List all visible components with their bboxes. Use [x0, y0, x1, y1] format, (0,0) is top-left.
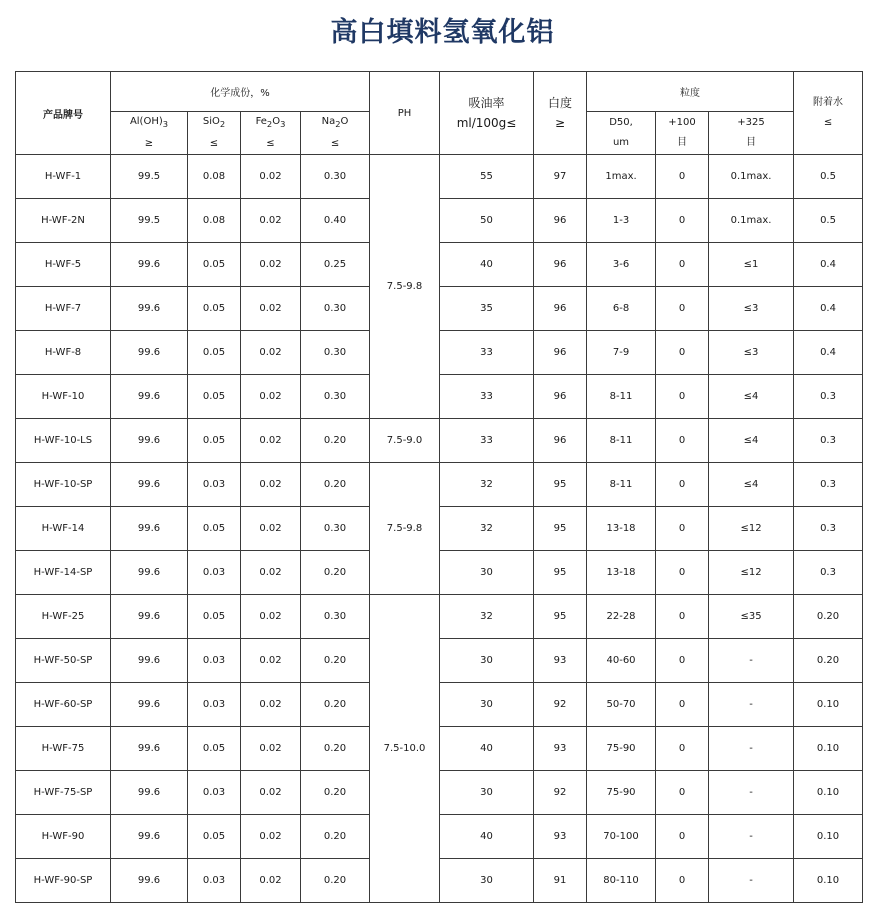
cell-fe2o3: 0.02 [241, 155, 301, 199]
cell-water: 0.10 [794, 727, 863, 771]
cell-oil: 32 [440, 595, 534, 639]
cell-p100: 0 [656, 419, 709, 463]
cell-d50: 75-90 [587, 771, 656, 815]
cell-na2o: 0.20 [301, 771, 370, 815]
cell-ph: 7.5-10.0 [370, 595, 440, 903]
cell-whiteness: 96 [534, 419, 587, 463]
aloh-sub: 3 [162, 119, 169, 129]
header-oil-line2: ml/100g≤ [456, 116, 517, 130]
header-fe2o3-cmp: ≤ [266, 138, 275, 149]
cell-p100: 0 [656, 155, 709, 199]
cell-d50: 8-11 [587, 419, 656, 463]
cell-ph: 7.5-9.8 [370, 463, 440, 595]
cell-whiteness: 92 [534, 683, 587, 727]
cell-sio2: 0.03 [188, 771, 241, 815]
cell-water: 0.3 [794, 375, 863, 419]
cell-fe2o3: 0.02 [241, 419, 301, 463]
table-row [16, 287, 863, 331]
header-p325 [709, 112, 794, 155]
header-p325-line1: +325 [737, 117, 765, 128]
cell-water: 0.10 [794, 771, 863, 815]
fe-o-text: O [272, 116, 281, 127]
cell-water: 0.10 [794, 815, 863, 859]
cell-product: H-WF-90 [16, 815, 111, 859]
cell-p100: 0 [656, 551, 709, 595]
cell-na2o: 0.20 [301, 551, 370, 595]
cell-d50: 3-6 [587, 243, 656, 287]
cell-d50: 40-60 [587, 639, 656, 683]
cell-d50: 8-11 [587, 375, 656, 419]
header-d50-line1: D50, [609, 117, 633, 128]
cell-oil: 30 [440, 683, 534, 727]
cell-product: H-WF-60-SP [16, 683, 111, 727]
cell-p325: ≤1 [709, 243, 794, 287]
cell-water: 0.3 [794, 551, 863, 595]
fe-text: Fe [255, 116, 267, 127]
header-na2o-cmp: ≤ [330, 138, 340, 149]
cell-whiteness: 96 [534, 287, 587, 331]
cell-sio2: 0.05 [188, 727, 241, 771]
cell-aloh: 99.6 [111, 771, 188, 815]
cell-oil: 30 [440, 859, 534, 903]
cell-p100: 0 [656, 507, 709, 551]
cell-p325: ≤3 [709, 287, 794, 331]
cell-water: 0.20 [794, 595, 863, 639]
cell-whiteness: 93 [534, 727, 587, 771]
cell-p325: 0.1max. [709, 199, 794, 243]
table-row [16, 639, 863, 683]
table-row [16, 199, 863, 243]
header-chem: 化学成份，% [111, 72, 370, 112]
cell-p325: - [709, 639, 794, 683]
cell-water: 0.5 [794, 155, 863, 199]
table-row [16, 419, 863, 463]
cell-p325: - [709, 771, 794, 815]
cell-na2o: 0.30 [301, 507, 370, 551]
cell-product: H-WF-14 [16, 507, 111, 551]
fe-sub1: 2 [266, 119, 273, 129]
cell-oil: 50 [440, 199, 534, 243]
cell-d50: 1max. [587, 155, 656, 199]
cell-water: 0.4 [794, 331, 863, 375]
cell-d50: 6-8 [587, 287, 656, 331]
cell-sio2: 0.03 [188, 639, 241, 683]
cell-na2o: 0.40 [301, 199, 370, 243]
fe-sub2: 3 [280, 119, 286, 129]
cell-aloh: 99.6 [111, 815, 188, 859]
cell-water: 0.3 [794, 419, 863, 463]
cell-aloh: 99.6 [111, 375, 188, 419]
table-row [16, 463, 863, 507]
cell-p325: ≤4 [709, 419, 794, 463]
cell-sio2: 0.05 [188, 419, 241, 463]
cell-whiteness: 95 [534, 595, 587, 639]
cell-water: 0.10 [794, 859, 863, 903]
cell-p325: ≤12 [709, 507, 794, 551]
cell-product: H-WF-10-SP [16, 463, 111, 507]
cell-sio2: 0.05 [188, 375, 241, 419]
cell-product: H-WF-7 [16, 287, 111, 331]
cell-product: H-WF-50-SP [16, 639, 111, 683]
cell-na2o: 0.30 [301, 595, 370, 639]
cell-p100: 0 [656, 331, 709, 375]
cell-fe2o3: 0.02 [241, 727, 301, 771]
cell-p325: - [709, 683, 794, 727]
header-d50 [587, 112, 656, 155]
cell-p325: 0.1max. [709, 155, 794, 199]
cell-na2o: 0.30 [301, 331, 370, 375]
cell-fe2o3: 0.02 [241, 199, 301, 243]
cell-water: 0.5 [794, 199, 863, 243]
table-row [16, 595, 863, 639]
cell-d50: 1-3 [587, 199, 656, 243]
table-row [16, 771, 863, 815]
cell-sio2: 0.03 [188, 683, 241, 727]
cell-aloh: 99.6 [111, 243, 188, 287]
header-white [534, 72, 587, 155]
cell-na2o: 0.20 [301, 463, 370, 507]
cell-fe2o3: 0.02 [241, 287, 301, 331]
cell-aloh: 99.6 [111, 639, 188, 683]
cell-whiteness: 95 [534, 551, 587, 595]
cell-product: H-WF-10-LS [16, 419, 111, 463]
cell-p325: ≤4 [709, 375, 794, 419]
cell-product: H-WF-25 [16, 595, 111, 639]
table-row [16, 155, 863, 199]
cell-na2o: 0.20 [301, 815, 370, 859]
cell-fe2o3: 0.02 [241, 815, 301, 859]
cell-p100: 0 [656, 463, 709, 507]
cell-fe2o3: 0.02 [241, 551, 301, 595]
header-white-line1: 白度 [548, 96, 573, 110]
table-row [16, 815, 863, 859]
cell-whiteness: 96 [534, 199, 587, 243]
page-title: 高白填料氢氧化铝 [330, 17, 555, 48]
cell-p100: 0 [656, 243, 709, 287]
aloh-text: Al(OH) [129, 116, 163, 127]
cell-na2o: 0.30 [301, 155, 370, 199]
cell-fe2o3: 0.02 [241, 771, 301, 815]
cell-sio2: 0.08 [188, 155, 241, 199]
cell-product: H-WF-14-SP [16, 551, 111, 595]
cell-p100: 0 [656, 815, 709, 859]
cell-fe2o3: 0.02 [241, 683, 301, 727]
cell-p100: 0 [656, 639, 709, 683]
cell-na2o: 0.20 [301, 419, 370, 463]
cell-na2o: 0.20 [301, 683, 370, 727]
cell-d50: 80-110 [587, 859, 656, 903]
header-p100 [656, 112, 709, 155]
cell-fe2o3: 0.02 [241, 507, 301, 551]
cell-aloh: 99.5 [111, 155, 188, 199]
cell-water: 0.3 [794, 507, 863, 551]
header-sio2 [188, 112, 241, 155]
header-aloh [111, 112, 188, 155]
header-p100-line1: +100 [668, 117, 696, 128]
cell-na2o: 0.30 [301, 287, 370, 331]
header-d50-line2: um [612, 137, 630, 148]
cell-oil: 40 [440, 815, 534, 859]
cell-fe2o3: 0.02 [241, 859, 301, 903]
cell-whiteness: 95 [534, 463, 587, 507]
cell-aloh: 99.6 [111, 287, 188, 331]
cell-whiteness: 95 [534, 507, 587, 551]
cell-d50: 70-100 [587, 815, 656, 859]
cell-product: H-WF-8 [16, 331, 111, 375]
cell-aloh: 99.5 [111, 199, 188, 243]
cell-sio2: 0.05 [188, 243, 241, 287]
cell-product: H-WF-5 [16, 243, 111, 287]
spec-table [15, 71, 863, 903]
header-white-line2: ≥ [554, 116, 566, 130]
cell-na2o: 0.20 [301, 859, 370, 903]
cell-p325: ≤35 [709, 595, 794, 639]
header-water [794, 72, 863, 155]
cell-p100: 0 [656, 199, 709, 243]
header-p325-line2: 目 [746, 137, 757, 148]
cell-p100: 0 [656, 683, 709, 727]
cell-p325: - [709, 859, 794, 903]
header-oil [440, 72, 534, 155]
cell-aloh: 99.6 [111, 727, 188, 771]
cell-p100: 0 [656, 287, 709, 331]
cell-p100: 0 [656, 771, 709, 815]
cell-sio2: 0.05 [188, 595, 241, 639]
cell-whiteness: 93 [534, 639, 587, 683]
cell-product: H-WF-90-SP [16, 859, 111, 903]
cell-fe2o3: 0.02 [241, 331, 301, 375]
header-sio2-formula [188, 112, 240, 134]
cell-water: 0.4 [794, 243, 863, 287]
sio-text: SiO [202, 116, 220, 127]
cell-oil: 33 [440, 419, 534, 463]
table-row [16, 507, 863, 551]
cell-aloh: 99.6 [111, 595, 188, 639]
cell-sio2: 0.08 [188, 199, 241, 243]
cell-product: H-WF-75-SP [16, 771, 111, 815]
header-row-1 [16, 72, 863, 112]
cell-aloh: 99.6 [111, 859, 188, 903]
cell-d50: 13-18 [587, 507, 656, 551]
cell-aloh: 99.6 [111, 683, 188, 727]
cell-whiteness: 92 [534, 771, 587, 815]
table-row [16, 375, 863, 419]
cell-aloh: 99.6 [111, 419, 188, 463]
cell-p325: ≤4 [709, 463, 794, 507]
cell-whiteness: 96 [534, 243, 587, 287]
cell-p325: - [709, 727, 794, 771]
cell-na2o: 0.25 [301, 243, 370, 287]
cell-d50: 13-18 [587, 551, 656, 595]
cell-whiteness: 97 [534, 155, 587, 199]
cell-oil: 30 [440, 639, 534, 683]
cell-water: 0.20 [794, 639, 863, 683]
cell-p100: 0 [656, 595, 709, 639]
cell-sio2: 0.05 [188, 815, 241, 859]
cell-ph: 7.5-9.0 [370, 419, 440, 463]
cell-oil: 35 [440, 287, 534, 331]
cell-water: 0.10 [794, 683, 863, 727]
cell-na2o: 0.30 [301, 375, 370, 419]
cell-fe2o3: 0.02 [241, 639, 301, 683]
cell-p325: - [709, 815, 794, 859]
table-row [16, 243, 863, 287]
sio-sub: 2 [219, 119, 226, 129]
cell-oil: 32 [440, 507, 534, 551]
cell-oil: 55 [440, 155, 534, 199]
cell-ph: 7.5-9.8 [370, 155, 440, 419]
cell-sio2: 0.03 [188, 463, 241, 507]
cell-water: 0.3 [794, 463, 863, 507]
table-row [16, 331, 863, 375]
header-na2o [301, 112, 370, 155]
cell-fe2o3: 0.02 [241, 463, 301, 507]
cell-sio2: 0.03 [188, 859, 241, 903]
cell-fe2o3: 0.02 [241, 243, 301, 287]
cell-aloh: 99.6 [111, 331, 188, 375]
cell-fe2o3: 0.02 [241, 595, 301, 639]
table-row [16, 551, 863, 595]
header-water-line2: ≤ [823, 117, 833, 128]
header-aloh-cmp: ≥ [144, 138, 154, 149]
cell-fe2o3: 0.02 [241, 375, 301, 419]
header-product: 产品牌号 [16, 72, 111, 155]
header-sio2-cmp: ≤ [209, 138, 219, 149]
cell-d50: 8-11 [587, 463, 656, 507]
na-sub: 2 [335, 119, 341, 129]
cell-sio2: 0.05 [188, 287, 241, 331]
cell-whiteness: 96 [534, 375, 587, 419]
cell-aloh: 99.6 [111, 463, 188, 507]
cell-sio2: 0.05 [188, 331, 241, 375]
header-fe2o3-formula [241, 112, 300, 134]
cell-product: H-WF-1 [16, 155, 111, 199]
cell-d50: 75-90 [587, 727, 656, 771]
header-p100-line2: 目 [677, 137, 688, 148]
cell-oil: 32 [440, 463, 534, 507]
cell-whiteness: 93 [534, 815, 587, 859]
cell-oil: 40 [440, 243, 534, 287]
table-row [16, 683, 863, 727]
table-row [16, 727, 863, 771]
cell-oil: 30 [440, 771, 534, 815]
cell-p325: ≤12 [709, 551, 794, 595]
cell-oil: 33 [440, 331, 534, 375]
cell-oil: 30 [440, 551, 534, 595]
header-water-line1: 附着水 [813, 97, 844, 108]
cell-oil: 40 [440, 727, 534, 771]
cell-na2o: 0.20 [301, 727, 370, 771]
cell-whiteness: 91 [534, 859, 587, 903]
cell-p325: ≤3 [709, 331, 794, 375]
cell-whiteness: 96 [534, 331, 587, 375]
cell-p100: 0 [656, 859, 709, 903]
cell-aloh: 99.6 [111, 507, 188, 551]
cell-sio2: 0.03 [188, 551, 241, 595]
cell-na2o: 0.20 [301, 639, 370, 683]
header-na2o-formula [301, 112, 369, 134]
cell-p100: 0 [656, 727, 709, 771]
cell-product: H-WF-75 [16, 727, 111, 771]
cell-water: 0.4 [794, 287, 863, 331]
cell-aloh: 99.6 [111, 551, 188, 595]
header-oil-line1: 吸油率 [468, 96, 505, 110]
cell-product: H-WF-2N [16, 199, 111, 243]
cell-d50: 22-28 [587, 595, 656, 639]
cell-p100: 0 [656, 375, 709, 419]
cell-d50: 7-9 [587, 331, 656, 375]
table-row [16, 859, 863, 903]
header-fe2o3 [241, 112, 301, 155]
na-o-text: O [340, 116, 349, 127]
cell-product: H-WF-10 [16, 375, 111, 419]
header-aloh-formula [111, 112, 187, 134]
na-text: Na [321, 116, 336, 127]
header-particle: 粒度 [587, 72, 794, 112]
header-ph: PH [370, 72, 440, 155]
cell-sio2: 0.05 [188, 507, 241, 551]
cell-d50: 50-70 [587, 683, 656, 727]
cell-oil: 33 [440, 375, 534, 419]
